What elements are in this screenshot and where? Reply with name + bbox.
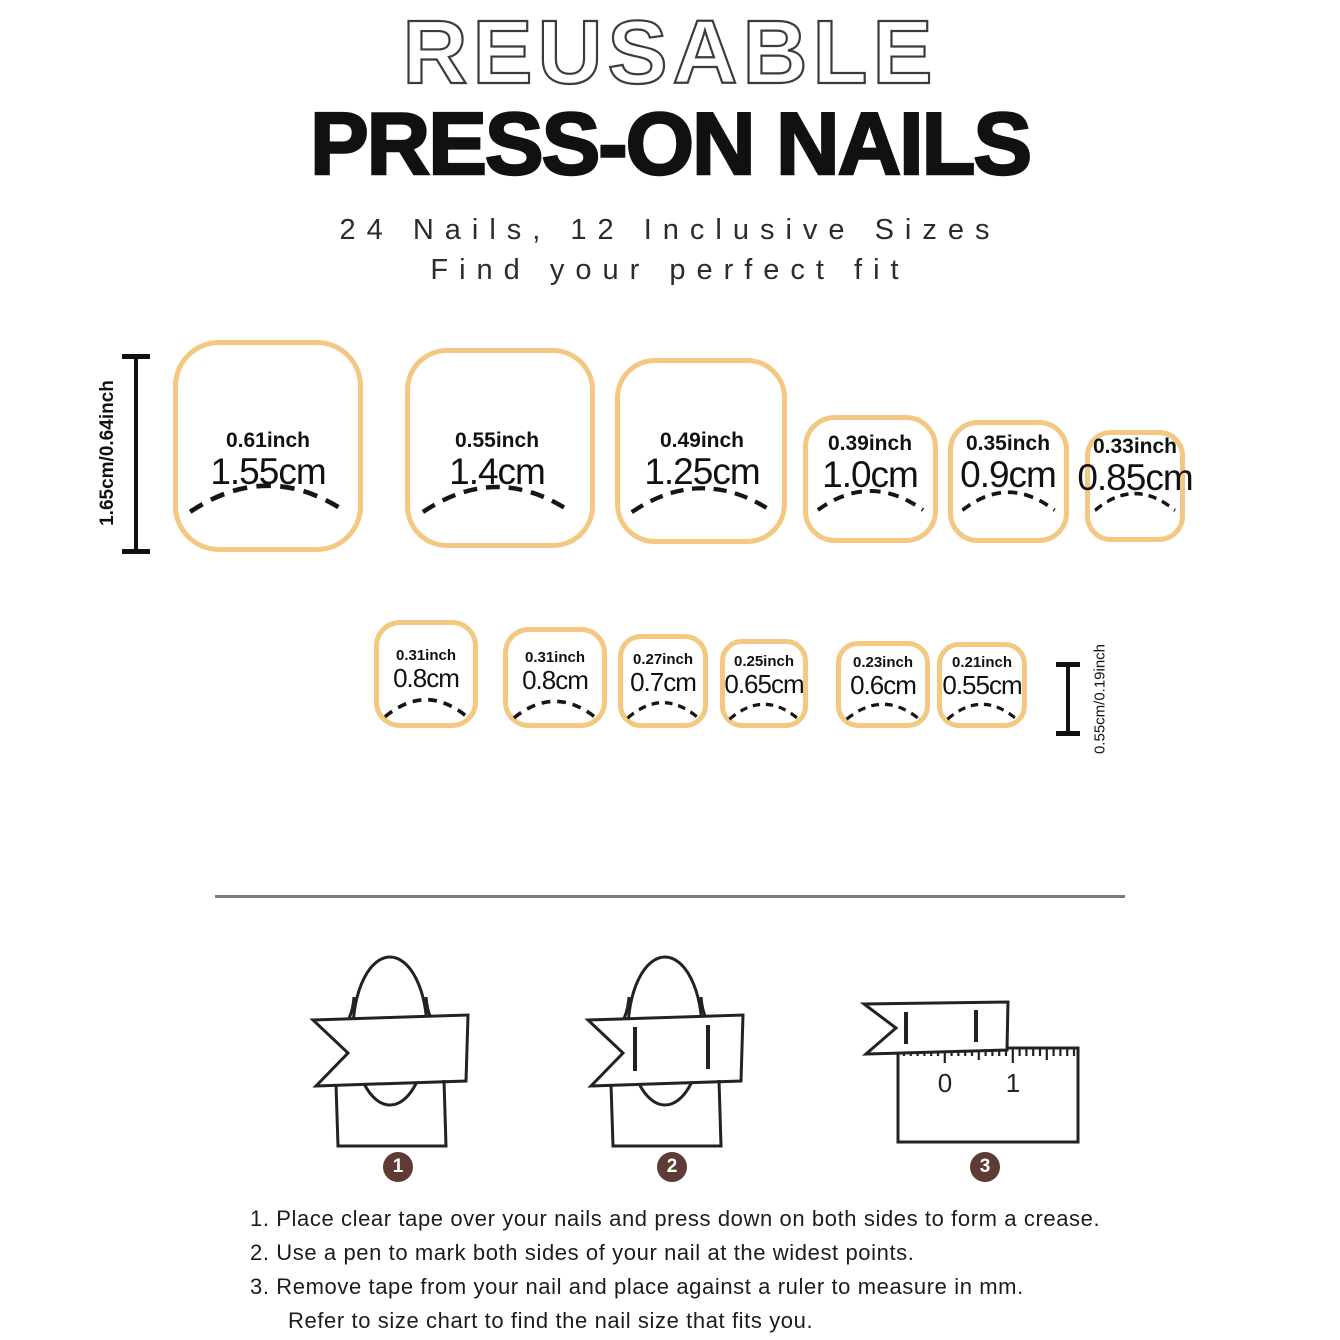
nail-curve-arc (627, 472, 778, 516)
instruction-line-3: 3. Remove tape from your nail and place against a ruler to measure in mm. (250, 1274, 1024, 1299)
cm-label: 1.55cm (210, 451, 326, 492)
step-badge-1: 1 (383, 1152, 413, 1182)
tape-banner (864, 1002, 1008, 1054)
nail-curve-arc (959, 480, 1058, 514)
nail-curve-arc (1092, 482, 1178, 514)
inch-label: 0.23inch (852, 654, 914, 671)
inch-label: 0.31inch (395, 647, 457, 664)
nail-curve-arc (844, 694, 922, 722)
main-title: PRESS-ON NAILS (309, 94, 1031, 193)
nail-size-label (850, 655, 916, 698)
left-bracket-cap-top (122, 354, 150, 359)
ruler-one-label: 1 (1005, 1068, 1021, 1098)
nail-curve-arc (185, 468, 351, 516)
nail-size-label (724, 654, 803, 697)
nail-size-label (393, 648, 459, 691)
inch-label: 0.27inch (632, 651, 694, 668)
nail-curve-arc (945, 694, 1019, 722)
inch-label: 0.25inch (733, 653, 795, 670)
nail-curve-arc (382, 688, 470, 720)
ruler-body (898, 1048, 1078, 1142)
inch-label: 0.39inch (827, 432, 913, 455)
instructions-list (250, 1202, 1100, 1338)
nail-curve-arc (814, 478, 927, 514)
reusable-outline-title: REUSABLE (402, 3, 938, 103)
tape-banner (588, 1015, 743, 1086)
tape-banner (313, 1015, 468, 1086)
inch-label: 0.35inch (965, 432, 1051, 455)
cm-label: 0.65cm (724, 669, 804, 699)
cm-label: 0.7cm (630, 667, 696, 697)
cm-label: 0.8cm (393, 663, 459, 693)
inch-label: 0.21inch (951, 654, 1013, 671)
inch-label: 0.49inch (659, 429, 745, 452)
cm-label: 1.25cm (644, 451, 760, 492)
cm-label: 0.85cm (1077, 457, 1193, 498)
right-bracket-cap-top (1056, 662, 1080, 667)
nail-curve-arc (625, 692, 701, 721)
cm-label: 0.8cm (522, 665, 588, 695)
instruction-line-4: Refer to size chart to find the nail size that fits you. (288, 1308, 814, 1333)
inch-label: 0.61inch (225, 429, 311, 452)
cm-label: 0.55cm (942, 670, 1022, 700)
header-section (0, 0, 1340, 290)
inch-label: 0.33inch (1092, 435, 1178, 458)
instruction-line-1: 1. Place clear tape over your nails and press down on both sides to form a crease. (250, 1206, 1101, 1231)
cm-label: 0.6cm (850, 670, 916, 700)
nail-size-label (630, 652, 696, 695)
diagram-step-3-ruler-measure (858, 1000, 1086, 1145)
instruction-line-2: 2. Use a pen to mark both sides of your nail at the widest points. (250, 1240, 915, 1265)
subtitle-count: 24 Nails, 12 Inclusive Sizes (339, 214, 1001, 246)
step-badge-3: 3 (970, 1152, 1000, 1182)
nail-curve-arc (511, 690, 599, 721)
cm-label: 1.4cm (449, 451, 545, 492)
left-bracket-line (134, 356, 138, 552)
diagram-step-1-tape-on-nail (308, 953, 473, 1148)
ruler-zero-label: 0 (937, 1068, 953, 1098)
right-bracket-cap-bottom (1056, 731, 1080, 736)
cm-label: 0.9cm (960, 454, 1056, 495)
nail-curve-arc (727, 694, 801, 722)
nail-size-label (942, 655, 1021, 698)
left-height-label: 1.65cm/0.64inch (97, 380, 118, 526)
inch-label: 0.55inch (454, 429, 540, 452)
right-height-label: 0.55cm/0.19inch (1091, 643, 1109, 755)
cm-label: 1.0cm (822, 454, 918, 495)
right-bracket-line (1066, 664, 1070, 734)
finger-body (611, 1080, 721, 1146)
step-badge-2: 2 (657, 1152, 687, 1182)
section-divider (215, 895, 1125, 898)
nail-curve-arc (418, 470, 576, 516)
diagram-step-2-pen-marks (583, 953, 748, 1148)
inch-label: 0.31inch (524, 649, 586, 666)
left-bracket-cap-bottom (122, 549, 150, 554)
nail-size-label (522, 650, 588, 693)
subtitle-tagline: Find your perfect fit (430, 254, 910, 287)
finger-body (336, 1080, 446, 1146)
